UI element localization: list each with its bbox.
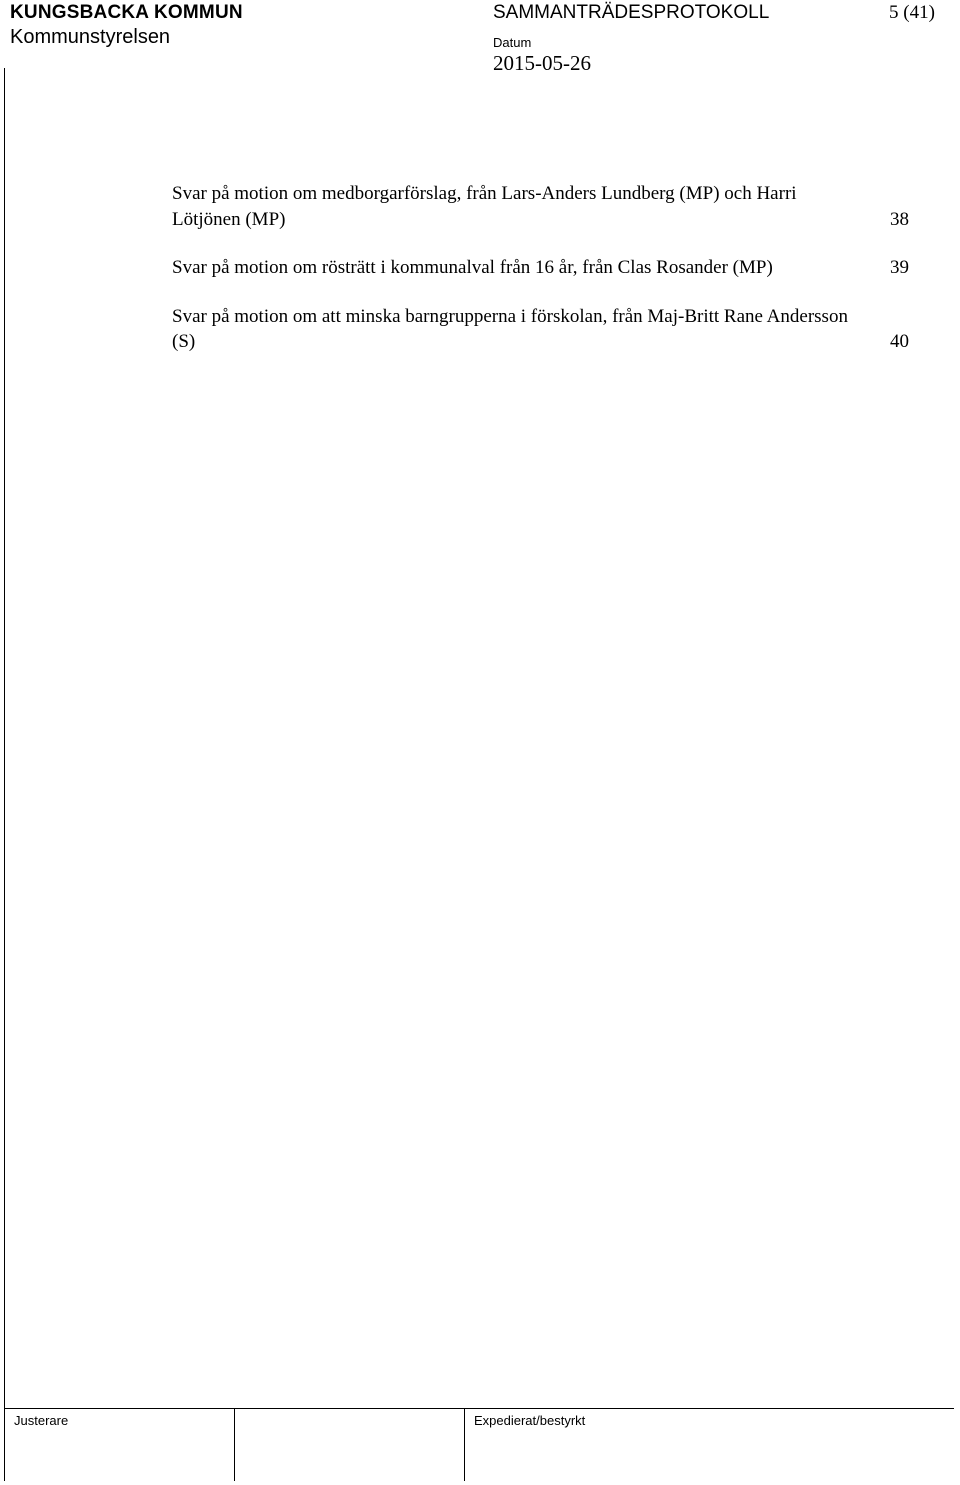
organization-name: KUNGSBACKA KOMMUN: [10, 2, 243, 23]
adjuster-label: Justerare: [14, 1413, 69, 1428]
agenda-list: [172, 181, 909, 378]
document-type: SAMMANTRÄDESPROTOKOLL: [493, 2, 770, 23]
agenda-item-page: 40: [890, 331, 909, 352]
agenda-item-title: Svar på motion om medborgarförslag, från Lars-Anders Lundberg (MP) och Harri Lötjönen (MP): [172, 183, 797, 230]
date-label: Datum: [493, 35, 532, 50]
agenda-item-title: Svar på motion om att minska barngrupperna i förskolan, från Maj-Britt Rane Andersson (S): [172, 305, 848, 352]
agenda-item: [172, 304, 909, 355]
agenda-item: [172, 181, 909, 232]
footer-divider: [464, 1408, 465, 1481]
agenda-item-page: 38: [890, 208, 909, 230]
board-name: Kommunstyrelsen: [10, 26, 171, 48]
footer-rule: [4, 1408, 954, 1409]
agenda-item-title: Svar på motion om rösträtt i kommunalval från 16 år, från Clas Rosander (MP): [172, 257, 773, 278]
left-margin-rule: [4, 68, 5, 1481]
agenda-item: [172, 255, 909, 281]
date-value: 2015-05-26: [493, 51, 591, 75]
page-number: 5 (41): [889, 2, 935, 23]
footer-divider: [234, 1408, 235, 1481]
agenda-item-page: 39: [890, 257, 909, 278]
dispatched-label: Expedierat/bestyrkt: [474, 1413, 586, 1428]
